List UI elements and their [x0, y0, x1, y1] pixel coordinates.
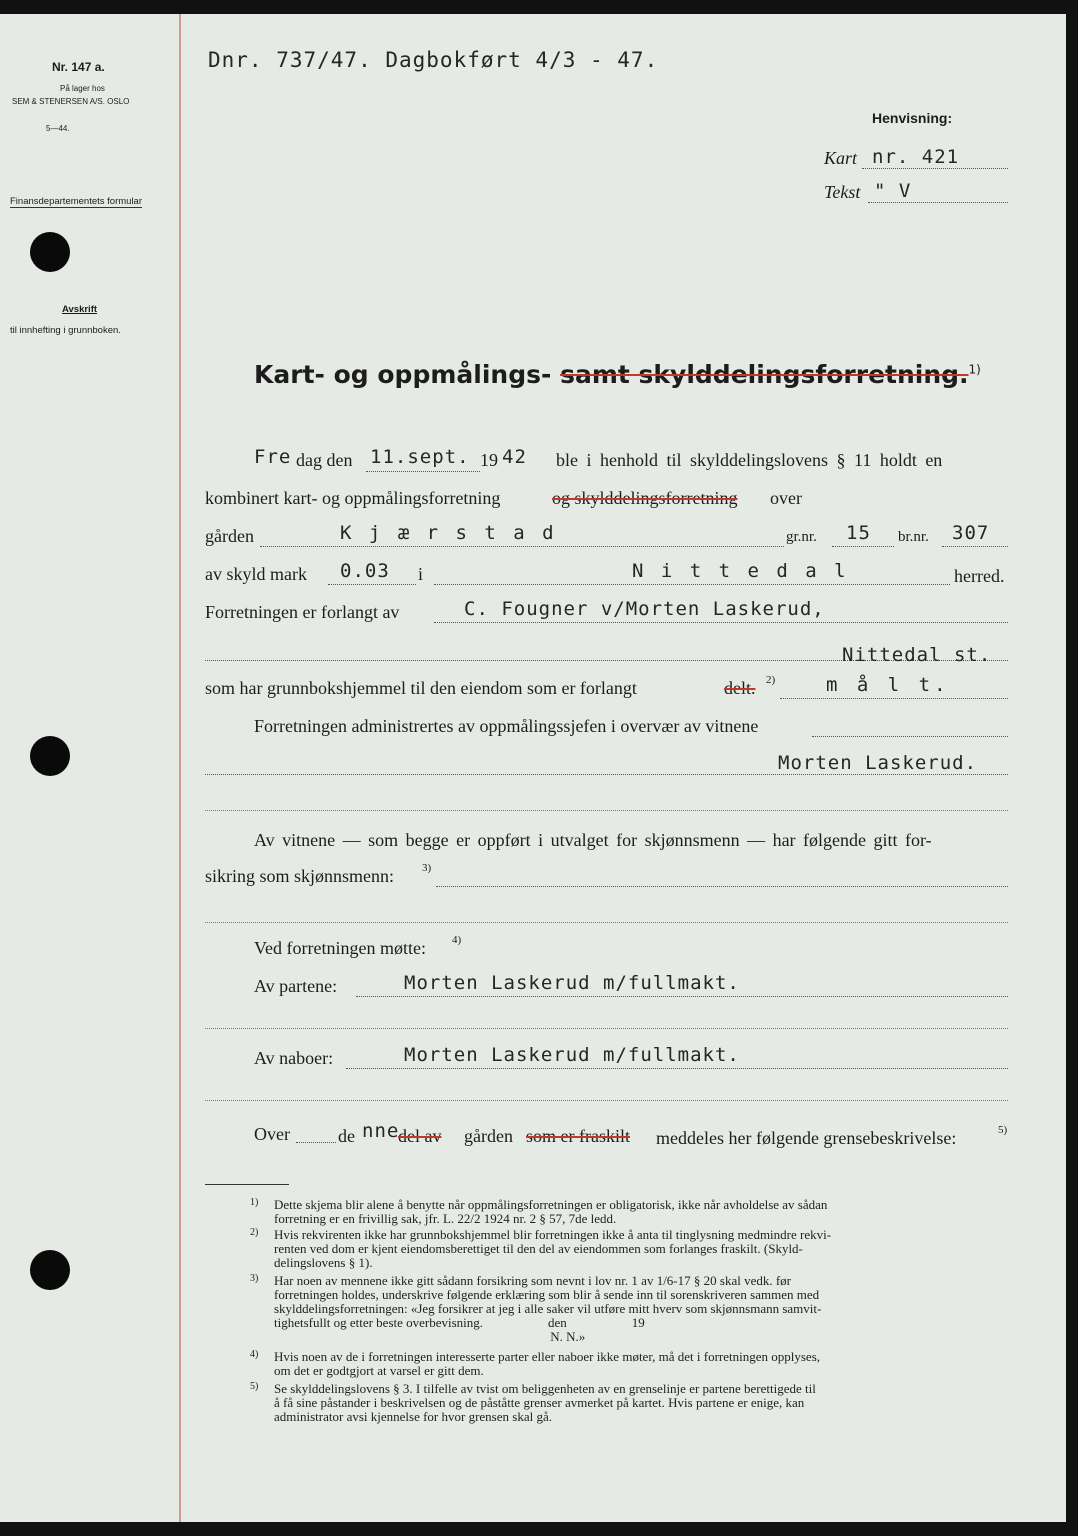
- footnote-3-line-1: Har noen av mennene ikke gitt sådann forsikring som nevnt i lov nr. 1 av 1/6-17 § 20 skal vedk. før: [274, 1273, 792, 1288]
- boundary-struck-2: som er fraskilt: [526, 1126, 630, 1146]
- binder-hole-top: [30, 232, 70, 272]
- footnote-5-mark: 5): [250, 1381, 259, 1392]
- tax-suffix: herred.: [954, 566, 1005, 586]
- deed-value: m å l t.: [826, 674, 950, 696]
- footnote-4-line-2: om det er godtgjort at varsel er gitt dem.: [274, 1363, 484, 1378]
- municipality-value: N i t t e d a l: [632, 560, 849, 582]
- deed-line: [780, 698, 1008, 699]
- parties-value: Morten Laskerud m/fullmakt.: [404, 972, 740, 994]
- footnote-1-line-2: forretning er en frivillig sak, jfr. L. 22/2 1924 nr. 2 § 57, 7de ledd.: [274, 1211, 617, 1226]
- farm-name: K j æ r s t a d: [340, 522, 557, 544]
- reference-label: Henvisning:: [872, 110, 953, 126]
- witnesses-fill-line: [436, 886, 1008, 887]
- footnote-1-mark: 1): [250, 1197, 259, 1208]
- tax-line: [328, 584, 416, 585]
- neighbours-label: Av naboer:: [254, 1048, 334, 1068]
- footnote-2-mark: 2): [250, 1227, 259, 1238]
- requested-label: Forretningen er forlangt av: [205, 602, 400, 622]
- weekday-print: dag den: [296, 450, 353, 470]
- date-value: 11.sept.: [370, 446, 470, 468]
- footnote-2: [250, 1228, 1010, 1270]
- witness-line: [205, 774, 1008, 775]
- footnote-2-line-1: Hvis rekvirenten ikke har grunnbokshjemmel blir forretningen ikke å anta til tinglysning medmindre rekvi-: [274, 1227, 832, 1242]
- neighbours-value: Morten Laskerud m/fullmakt.: [404, 1044, 740, 1066]
- footnote-4-line-1: Hvis noen av de i forretningen interesserte parter eller naboer ikke møter, må det i forretningen opplyses,: [274, 1349, 821, 1364]
- footnote-separator: [205, 1184, 289, 1185]
- text-value: " V: [874, 180, 912, 202]
- form-number: Nr. 147 a.: [52, 60, 105, 74]
- date-line: [366, 471, 480, 472]
- footnote-1: [250, 1198, 1010, 1226]
- boundary-line: [296, 1142, 336, 1143]
- year-value: 42: [502, 446, 527, 468]
- witnesses-footnote-mark: 3): [422, 862, 432, 874]
- admin-text: Forretningen administrertes av oppmålingssjefen i overvær av vitnene: [254, 716, 759, 736]
- farm-label: gården: [205, 526, 254, 546]
- neighbours-line: [346, 1068, 1008, 1069]
- attended-label: Ved forretningen møtte:: [254, 938, 426, 958]
- year-prefix: 19: [480, 450, 498, 470]
- footnote-2-line-2: renten ved dom er kjent eiendomsberettiget til den del av eiendommen som forlanges fraskilt. (Skyld-: [274, 1241, 803, 1256]
- deed-struck: delt.: [724, 678, 756, 698]
- footnote-3-line-2: forretningen holdes, underskrive følgende erklæring som blir å sende inn til sorenskriveren sammen med: [274, 1287, 820, 1302]
- copy-title: Avskrift: [62, 304, 98, 315]
- publisher-line2: SEM & STENERSEN A/S. OSLO: [12, 97, 130, 106]
- title-part2-struck: samt skylddelingsforretning.: [560, 360, 969, 389]
- tax-prep: i: [418, 564, 424, 584]
- footnote-3-line-3: skylddelingsforretningen: «Jeg forsikrer at jeg i alle saker vil utføre mitt hverv som skjønnsmann samvit-: [274, 1301, 822, 1316]
- boundary-de: de: [338, 1126, 355, 1146]
- requested-line: [434, 622, 1008, 623]
- footnote-4: [250, 1350, 1010, 1378]
- line1-text: ble i henhold til skylddelingslovens § 11 holdt en: [556, 450, 943, 470]
- admin-witness: Morten Laskerud.: [778, 752, 978, 774]
- footnote-3-line-5: N. N.»: [274, 1329, 586, 1344]
- footnote-5: [250, 1382, 1010, 1424]
- binder-hole-bottom: [30, 1250, 70, 1290]
- deed-text: som har grunnbokshjemmel til den eiendom som er forlangt: [205, 678, 637, 698]
- line2-text: kombinert kart- og oppmålingsforretning: [205, 488, 501, 508]
- attended-footnote-mark: 4): [452, 934, 462, 946]
- boundary-text: meddeles her følgende grensebeskrivelse:: [656, 1128, 957, 1148]
- farm-line: [260, 546, 784, 547]
- requested-address: Nittedal st.: [842, 644, 992, 666]
- footnote-5-line-1: Se skylddelingslovens § 3. I tilfelle av tvist om beliggenheten av en grenselinje er partene berettigede til: [274, 1381, 816, 1396]
- bnr-value: 307: [952, 522, 990, 544]
- witnesses-line2: sikring som skjønnsmenn:: [205, 866, 395, 886]
- boundary-struck-1: del av: [398, 1126, 442, 1146]
- blank-line-3: [205, 1028, 1008, 1029]
- deed-footnote-mark: 2): [766, 674, 776, 686]
- footnote-1-line-1: Dette skjema blir alene å benytte når oppmålingsforretningen er obligatorisk, ikke når avholdelse av sådan: [274, 1197, 828, 1212]
- text-line: [868, 202, 1008, 203]
- binder-hole-middle: [30, 736, 70, 776]
- copy-note: til innhefting i grunnboken.: [10, 325, 121, 336]
- map-value: nr. 421: [872, 146, 960, 168]
- bnr-label: br.nr.: [898, 529, 929, 545]
- tax-label: av skyld mark: [205, 564, 307, 584]
- parties-line: [356, 996, 1008, 997]
- witnesses-line1: Av vitnene — som begge er oppført i utvalget for skjønnsmenn — har følgende gitt for-: [254, 830, 932, 850]
- margin-rule: [179, 14, 181, 1522]
- footnote-4-mark: 4): [250, 1349, 259, 1360]
- gnr-line: [832, 546, 894, 547]
- ministry-label: Finansdepartementets formular: [10, 196, 143, 207]
- footnote-5-line-2: å få sine påstander i beskrivelsen og de påståtte grenser avmerket på kartet. Hvis partene er enige, kan: [274, 1395, 805, 1410]
- boundary-handwritten: nne: [362, 1120, 400, 1142]
- line2-tail: over: [770, 488, 802, 508]
- journal-number: Dnr. 737/47. Dagbokført 4/3 - 47.: [208, 48, 659, 72]
- form-edition: 5—44.: [46, 124, 70, 133]
- boundary-footnote-mark: 5): [998, 1124, 1008, 1136]
- footnote-3: [250, 1274, 1010, 1344]
- blank-line-2: [205, 922, 1008, 923]
- footnote-2-line-3: delingslovens § 1).: [274, 1255, 373, 1270]
- tax-value: 0.03: [340, 560, 390, 582]
- title-footnote-mark: 1): [968, 362, 981, 377]
- admin-line: [812, 736, 1008, 737]
- boundary-garden: gården: [464, 1126, 513, 1146]
- line2-struck: og skylddelingsforretning: [552, 488, 738, 508]
- boundary-label: Over: [254, 1124, 290, 1144]
- blank-line-4: [205, 1100, 1008, 1101]
- footnote-5-line-3: administrator avsi kjennelse for hvor grensen skal gå.: [274, 1409, 552, 1424]
- footnote-3-line-4: tighetsfullt og etter beste overbevisning. den 19: [274, 1315, 645, 1330]
- map-line: [862, 168, 1008, 169]
- parties-label: Av partene:: [254, 976, 338, 996]
- map-label: Kart: [824, 148, 858, 168]
- requested-by: C. Fougner v/Morten Laskerud,: [464, 598, 825, 620]
- form-title: [254, 360, 981, 389]
- footnote-3-mark: 3): [250, 1273, 259, 1284]
- weekday-handwritten: Fre: [254, 446, 292, 468]
- gnr-label: gr.nr.: [786, 529, 817, 545]
- publisher-line1: På lager hos: [60, 84, 105, 93]
- title-part1: Kart- og oppmålings-: [254, 360, 552, 389]
- gnr-value: 15: [846, 522, 871, 544]
- document-page: [0, 14, 1066, 1522]
- municipality-line: [434, 584, 950, 585]
- text-label: Tekst: [824, 182, 861, 202]
- blank-line-1: [205, 810, 1008, 811]
- bnr-line: [942, 546, 1008, 547]
